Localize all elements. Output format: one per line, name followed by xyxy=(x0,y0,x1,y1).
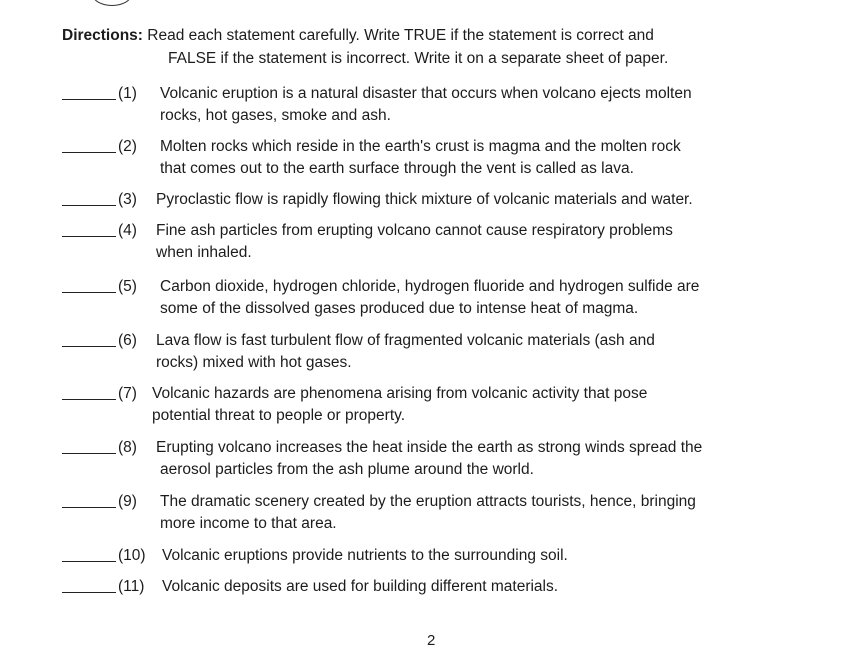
statement-text: Fine ash particles from erupting volcano cannot cause respiratory problems when inhaled. xyxy=(156,222,673,261)
answer-blank[interactable] xyxy=(62,592,116,593)
statement-text: Lava flow is fast turbulent flow of fragmented volcanic materials (ash and rocks) mixed with hot gases. xyxy=(156,332,655,371)
statement-number: (6) xyxy=(118,332,137,349)
statement-text: Carbon dioxide, hydrogen chloride, hydrogen fluoride and hydrogen sulfide are some of the dissolved gases produced due to intense heat of magma. xyxy=(160,278,700,317)
statement-number: (10) xyxy=(118,547,146,564)
header-logo-fragment xyxy=(92,0,132,6)
statement-text: Erupting volcano increases the heat inside the earth as strong winds spread the aerosol particles from the ash plume around the world. xyxy=(156,439,703,478)
directions-label: Directions: xyxy=(62,27,143,44)
statement-text: Volcanic eruptions provide nutrients to the surrounding soil. xyxy=(162,547,568,564)
statement-text: Volcanic deposits are used for building different materials. xyxy=(162,578,559,595)
statement-text: The dramatic scenery created by the eruption attracts tourists, hence, bringing more income to that area. xyxy=(160,493,696,532)
answer-blank[interactable] xyxy=(62,292,116,293)
statement-number: (5) xyxy=(118,278,137,295)
statement-number: (8) xyxy=(118,439,137,456)
answer-blank[interactable] xyxy=(62,507,116,508)
answer-blank[interactable] xyxy=(62,399,116,400)
directions xyxy=(62,24,802,70)
answer-blank[interactable] xyxy=(62,561,116,562)
statement-number: (11) xyxy=(118,578,145,595)
statement-text: Molten rocks which reside in the earth's crust is magma and the molten rock that comes out to the earth surface through the vent is called as lava. xyxy=(160,138,681,177)
page-number: 2 xyxy=(427,632,436,649)
statement-number: (9) xyxy=(118,493,137,510)
directions-line-1: Read each statement carefully. Write TRUE if the statement is correct and xyxy=(147,27,654,44)
statement-number: (7) xyxy=(118,385,137,402)
statement-text: Volcanic hazards are phenomena arising from volcanic activity that pose potential threat to people or property. xyxy=(152,385,648,424)
statement-number: (3) xyxy=(118,191,137,208)
statement-text: Volcanic eruption is a natural disaster that occurs when volcano ejects molten rocks, hot gases, smoke and ash. xyxy=(160,85,692,124)
directions-line-2: FALSE if the statement is incorrect. Write it on a separate sheet of paper. xyxy=(168,50,669,67)
answer-blank[interactable] xyxy=(62,152,116,153)
answer-blank[interactable] xyxy=(62,99,116,100)
statement-number: (2) xyxy=(118,138,137,155)
answer-blank[interactable] xyxy=(62,346,116,347)
answer-blank[interactable] xyxy=(62,453,116,454)
statement-number: (4) xyxy=(118,222,137,239)
answer-blank[interactable] xyxy=(62,205,116,206)
answer-blank[interactable] xyxy=(62,236,116,237)
statement-number: (1) xyxy=(118,85,137,102)
statement-text: Pyroclastic flow is rapidly flowing thick mixture of volcanic materials and water. xyxy=(156,191,693,208)
